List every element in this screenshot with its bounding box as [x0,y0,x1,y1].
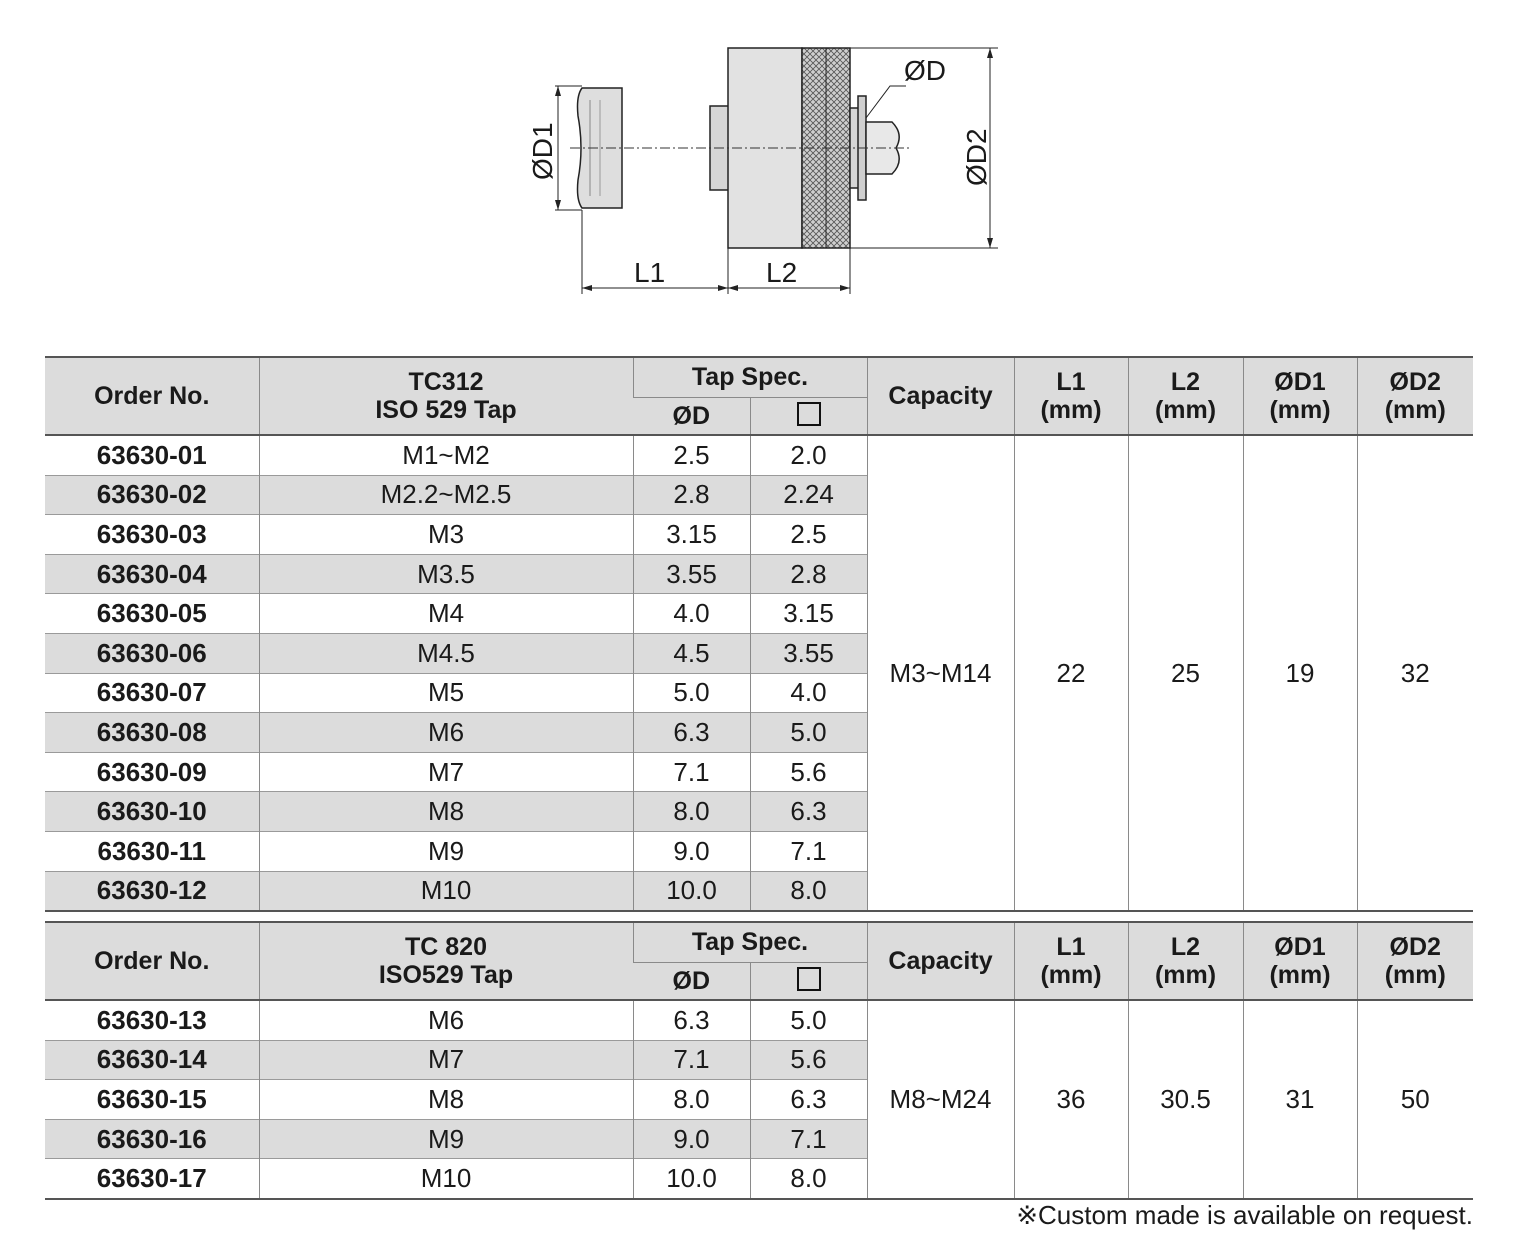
header-tap-spec: Tap Spec. [633,922,867,962]
table-body [45,435,1473,911]
header-l2-unit: (mm) [1154,961,1217,989]
order-no-cell: 63630-08 [45,713,259,753]
header-d2 [1357,922,1473,1000]
capacity-cell: M8~M24 [867,1000,1014,1199]
header-tap-line1: TC 820 [405,933,487,961]
header-d1-unit: (mm) [1269,961,1331,989]
diameter-cell: 3.15 [633,515,750,555]
header-l2 [1128,357,1243,435]
order-no-cell: 63630-11 [45,831,259,871]
header-d1-label: ØD1 [1274,933,1326,961]
header-tap-line2: ISO529 Tap [378,961,514,989]
spec-table-tc312 [45,356,1473,912]
header-order-no: Order No. [45,922,259,1000]
square-icon [797,967,821,991]
tap-cell: M5 [259,673,633,713]
spec-table-tc820 [45,921,1473,1200]
header-square [750,962,867,1000]
tap-cell: M10 [259,1159,633,1199]
diameter-cell: 4.0 [633,594,750,634]
header-tap-line2: ISO 529 Tap [375,396,517,424]
tap-cell: M6 [259,1000,633,1040]
square-cell: 5.6 [750,752,867,792]
table-row [45,435,1473,475]
header-capacity: Capacity [867,357,1014,435]
diameter-cell: 4.5 [633,633,750,673]
tap-cell: M2.2~M2.5 [259,475,633,515]
square-icon [797,402,821,426]
header-order-no: Order No. [45,357,259,435]
tap-cell: M1~M2 [259,435,633,475]
order-no-cell: 63630-15 [45,1080,259,1120]
order-no-cell: 63630-05 [45,594,259,634]
square-cell: 2.24 [750,475,867,515]
d1-cell: 31 [1243,1000,1357,1199]
header-d1 [1243,357,1357,435]
header-d2 [1357,357,1473,435]
header-tap-type [259,922,633,1000]
table-row [45,1000,1473,1040]
l1-cell: 22 [1014,435,1128,911]
diameter-cell: 6.3 [633,713,750,753]
diameter-cell: 10.0 [633,871,750,911]
order-no-cell: 63630-01 [45,435,259,475]
tap-cell: M3 [259,515,633,555]
square-cell: 5.0 [750,1000,867,1040]
header-square [750,397,867,435]
capacity-cell: M3~M14 [867,435,1014,911]
header-d2-unit: (mm) [1384,961,1446,989]
tap-cell: M9 [259,831,633,871]
header-diameter-d: ØD [633,397,750,435]
header-tap-type [259,357,633,435]
order-no-cell: 63630-10 [45,792,259,832]
header-d2-label: ØD2 [1389,933,1441,961]
tap-cell: M4.5 [259,633,633,673]
d2-cell: 50 [1357,1000,1473,1199]
square-cell: 6.3 [750,1080,867,1120]
diameter-cell: 3.55 [633,554,750,594]
tap-cell: M9 [259,1119,633,1159]
order-no-cell: 63630-02 [45,475,259,515]
header-l2-label: L2 [1170,933,1201,961]
square-cell: 2.8 [750,554,867,594]
header-d1-unit: (mm) [1269,396,1331,424]
label-l2: L2 [766,257,798,288]
header-d1-label: ØD1 [1274,368,1326,396]
square-cell: 5.0 [750,713,867,753]
square-cell: 8.0 [750,871,867,911]
header-l1-unit: (mm) [1040,961,1102,989]
label-d: ØD [904,55,946,86]
header-l2-unit: (mm) [1154,396,1217,424]
header-diameter-d: ØD [633,962,750,1000]
square-cell: 8.0 [750,1159,867,1199]
tap-cell: M4 [259,594,633,634]
order-no-cell: 63630-09 [45,752,259,792]
header-l2 [1128,922,1243,1000]
order-no-cell: 63630-14 [45,1040,259,1080]
diameter-cell: 7.1 [633,752,750,792]
diameter-cell: 8.0 [633,1080,750,1120]
tap-cell: M8 [259,792,633,832]
tap-cell: M6 [259,713,633,753]
order-no-cell: 63630-13 [45,1000,259,1040]
square-cell: 2.5 [750,515,867,555]
header-l1-unit: (mm) [1040,396,1102,424]
tap-cell: M7 [259,1040,633,1080]
header-capacity: Capacity [867,922,1014,1000]
square-cell: 3.55 [750,633,867,673]
diameter-cell: 6.3 [633,1000,750,1040]
header-l1-label: L1 [1056,368,1086,396]
square-cell: 6.3 [750,792,867,832]
diameter-cell: 5.0 [633,673,750,713]
d1-cell: 19 [1243,435,1357,911]
order-no-cell: 63630-07 [45,673,259,713]
tap-cell: M3.5 [259,554,633,594]
l2-cell: 30.5 [1128,1000,1243,1199]
tap-cell: M10 [259,871,633,911]
square-cell: 7.1 [750,1119,867,1159]
diameter-cell: 2.8 [633,475,750,515]
header-tap-spec: Tap Spec. [633,357,867,397]
header-l1 [1014,922,1128,1000]
diameter-cell: 9.0 [633,1119,750,1159]
header-tap-line1: TC312 [408,368,484,396]
header-d2-unit: (mm) [1384,396,1446,424]
label-d2: ØD2 [961,128,992,186]
order-no-cell: 63630-12 [45,871,259,911]
header-l1 [1014,357,1128,435]
header-d2-label: ØD2 [1389,368,1441,396]
diameter-cell: 8.0 [633,792,750,832]
l2-cell: 25 [1128,435,1243,911]
square-cell: 3.15 [750,594,867,634]
tap-adapter-drawing [500,30,1020,300]
order-no-cell: 63630-04 [45,554,259,594]
diameter-cell: 9.0 [633,831,750,871]
label-l1: L1 [634,257,666,288]
order-no-cell: 63630-06 [45,633,259,673]
square-cell: 4.0 [750,673,867,713]
diameter-cell: 7.1 [633,1040,750,1080]
order-no-cell: 63630-16 [45,1119,259,1159]
d2-cell: 32 [1357,435,1473,911]
tap-cell: M7 [259,752,633,792]
header-l1-label: L1 [1056,933,1086,961]
header-d1 [1243,922,1357,1000]
square-cell: 7.1 [750,831,867,871]
square-cell: 5.6 [750,1040,867,1080]
order-no-cell: 63630-03 [45,515,259,555]
custom-note: ※Custom made is available on request. [1016,1200,1473,1230]
diameter-cell: 2.5 [633,435,750,475]
diameter-cell: 10.0 [633,1159,750,1199]
table-body [45,1000,1473,1199]
square-cell: 2.0 [750,435,867,475]
tap-cell: M8 [259,1080,633,1120]
label-d1: ØD1 [527,122,558,180]
l1-cell: 36 [1014,1000,1128,1199]
header-l2-label: L2 [1170,368,1201,396]
order-no-cell: 63630-17 [45,1159,259,1199]
